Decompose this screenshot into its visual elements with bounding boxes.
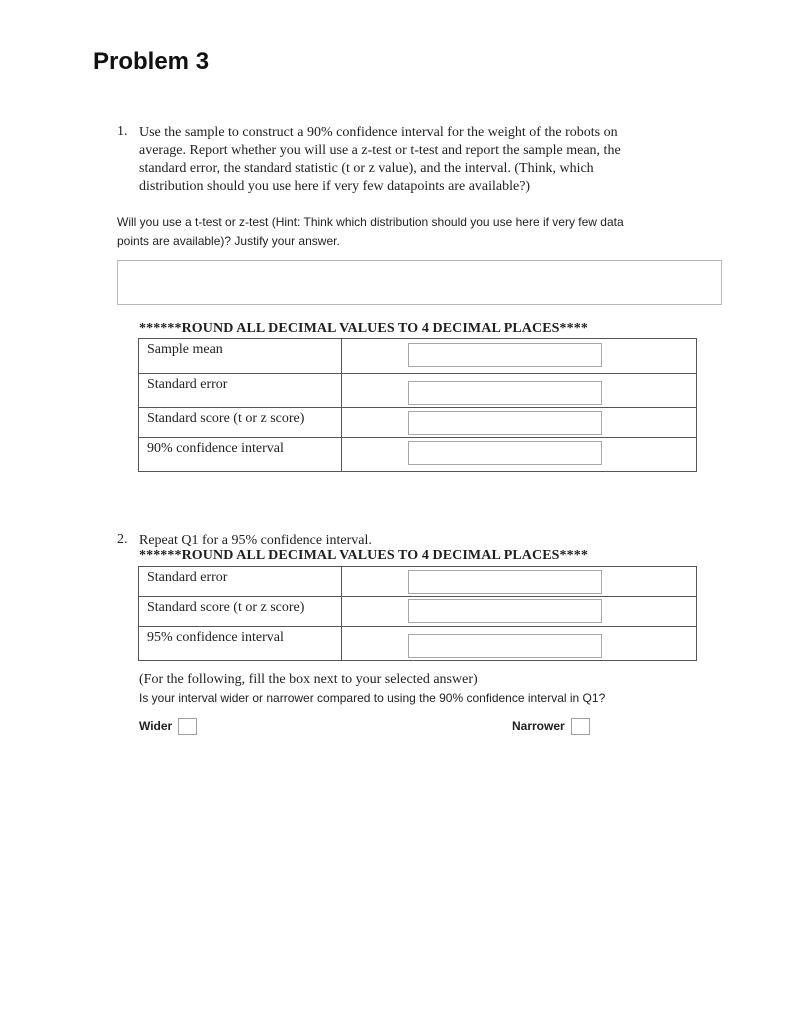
row-input-cell <box>342 627 697 661</box>
table-row <box>139 374 697 408</box>
question-1-line: Use the sample to construct a 90% confidence interval for the weight of the robots on <box>139 125 618 140</box>
justification-answer-box[interactable] <box>117 260 722 305</box>
row-label-sample-mean: Sample mean <box>139 339 342 374</box>
round-note-2: ******ROUND ALL DECIMAL VALUES TO 4 DECIMAL PLACES**** <box>139 548 588 563</box>
table-row <box>139 567 697 597</box>
fill-instruction: (For the following, fill the box next to your selected answer) <box>139 672 478 687</box>
sample-mean-input[interactable] <box>408 343 602 367</box>
row-input-cell <box>342 339 697 374</box>
table-row <box>139 627 697 661</box>
table-row <box>139 408 697 438</box>
table-row <box>139 339 697 374</box>
row-label-standard-error: Standard error <box>139 374 342 408</box>
standard-score-input[interactable] <box>408 411 602 435</box>
row-label-standard-error: Standard error <box>139 567 342 597</box>
question-1-line: distribution should you use here if very few datapoints are available?) <box>139 179 531 194</box>
row-label-standard-score: Standard score (t or z score) <box>139 408 342 438</box>
wider-narrower-question: Is your interval wider or narrower compared to using the 90% confidence interval in Q1? <box>139 691 606 705</box>
wider-checkbox[interactable] <box>178 718 197 735</box>
question-1-line: standard error, the standard statistic (t or z value), and the interval. (Think, which <box>139 161 594 176</box>
round-note-1: ******ROUND ALL DECIMAL VALUES TO 4 DECIMAL PLACES**** <box>139 321 588 336</box>
q2-values-table <box>138 566 697 661</box>
standard-error-input-q2[interactable] <box>408 570 602 594</box>
row-input-cell <box>342 567 697 597</box>
test-choice-prompt <box>117 213 624 251</box>
standard-score-input-q2[interactable] <box>408 599 602 623</box>
question-2-text: Repeat Q1 for a 95% confidence interval. <box>139 533 372 548</box>
narrower-label: Narrower <box>512 719 565 733</box>
standard-error-input[interactable] <box>408 381 602 405</box>
q1-values-table <box>138 338 697 472</box>
wider-label: Wider <box>139 719 173 733</box>
question-1-number: 1. <box>117 124 128 139</box>
table-row <box>139 438 697 472</box>
table-row <box>139 597 697 627</box>
question-1-line: average. Report whether you will use a z-test or t-test and report the sample mean, the <box>139 143 621 158</box>
prompt-line: Will you use a t-test or z-test (Hint: Think which distribution should you use here if very few data <box>117 215 624 229</box>
row-label-standard-score: Standard score (t or z score) <box>139 597 342 627</box>
confidence-interval-95-input[interactable] <box>408 634 602 658</box>
question-2-number: 2. <box>117 532 128 547</box>
row-input-cell <box>342 438 697 472</box>
row-label-confidence-interval-95: 95% confidence interval <box>139 627 342 661</box>
narrower-checkbox[interactable] <box>571 718 590 735</box>
confidence-interval-90-input[interactable] <box>408 441 602 465</box>
prompt-line: points are available)? Justify your answer. <box>117 234 340 248</box>
page-title: Problem 3 <box>93 48 210 75</box>
question-1-text <box>139 124 621 196</box>
row-input-cell <box>342 408 697 438</box>
row-input-cell <box>342 597 697 627</box>
row-input-cell <box>342 374 697 408</box>
row-label-confidence-interval-90: 90% confidence interval <box>139 438 342 472</box>
